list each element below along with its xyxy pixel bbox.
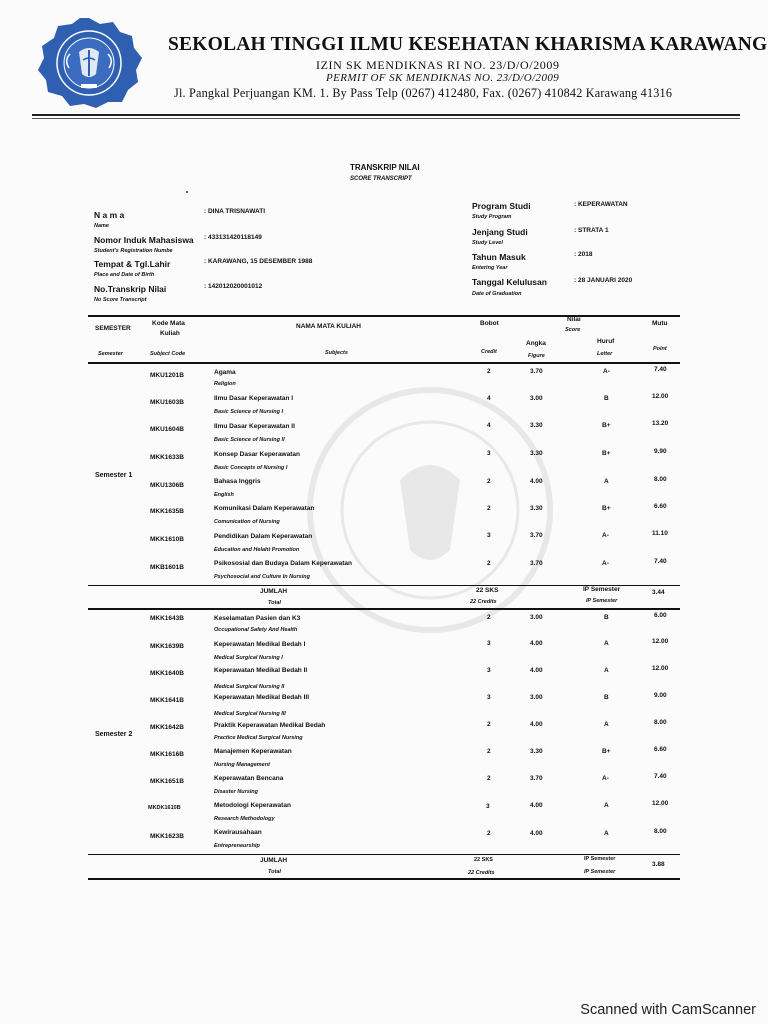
course-name-en: Education and Helaht Promotion [214, 547, 300, 553]
course-point: 8.00 [654, 719, 667, 726]
course-letter: A- [602, 532, 609, 539]
col-credit-header: Bobot [480, 320, 499, 327]
col-point-header: Mutu [652, 320, 668, 327]
course-figure: 3.30 [530, 422, 543, 429]
col-score-header: Nilai [567, 316, 581, 323]
semester-2-ip-label-en: IP Semester [584, 869, 616, 875]
course-point: 7.40 [654, 773, 667, 780]
semester-2-label: Semester 2 [95, 731, 133, 738]
course-credit: 2 [487, 721, 491, 728]
col-code-header-2: Kuliah [160, 330, 180, 337]
course-code: MKK1623B [150, 833, 184, 840]
course-name: Metodologi Keperawatan [214, 802, 291, 809]
course-name-en: Disaster Nursing [214, 789, 259, 795]
course-name-en: Occupational Safety And Health [214, 627, 298, 633]
course-figure: 4.00 [530, 721, 543, 728]
col-credit-header-en: Credit [481, 349, 497, 355]
course-code: MKU1306B [150, 482, 184, 489]
semester-1-total-sks: 22 SKS [476, 587, 499, 594]
course-name: Keperawatan Bencana [214, 775, 284, 782]
course-name-en: Practice Medical Surgical Nursing [214, 735, 303, 741]
scanner-footer: Scanned with CamScanner [580, 1002, 756, 1018]
document-title: TRANSKRIP NILAI [350, 163, 420, 172]
course-code: MKK1610B [150, 536, 184, 543]
course-letter: A- [602, 560, 609, 567]
course-name: Bahasa Inggris [214, 478, 261, 485]
course-name-en: Basic Science of Nursing I [214, 409, 284, 415]
course-name-en: Psychosocial and Culture In Nursing [214, 574, 310, 580]
course-name: Manajemen Keperawatan [214, 748, 292, 755]
course-credit: 2 [487, 830, 491, 837]
course-figure: 4.00 [530, 830, 543, 837]
program-value: : KEPERAWATAN [574, 201, 628, 208]
course-letter: B+ [602, 748, 611, 755]
nim-label: Nomor Induk Mahasiswa [94, 235, 194, 245]
course-code: MKK1651B [150, 778, 184, 785]
nim-sublabel: Student's Registration Numbe [94, 248, 173, 254]
course-code: MKK1635B [150, 508, 184, 515]
course-letter: A- [603, 368, 610, 375]
course-name-en: Medical Surgical Nursing II [214, 684, 285, 690]
semester-2-end-rule [88, 878, 680, 880]
course-point: 11.10 [652, 530, 668, 537]
watermark-seal-icon [300, 380, 560, 640]
birth-value: : KARAWANG, 15 DESEMBER 1988 [204, 258, 313, 265]
course-figure: 3.30 [530, 748, 543, 755]
course-figure: 4.00 [530, 478, 543, 485]
semester-2-ip-label: IP Semester [584, 856, 616, 862]
course-point: 8.00 [654, 476, 667, 483]
institution-address: Jl. Pangkal Perjuangan KM. 1. By Pass Telp (0267) 412480, Fax. (0267) 410842 Karawang 41316 [174, 86, 673, 100]
name-value: : DINA TRISNAWATI [204, 208, 266, 215]
nim-value: : 433131420118149 [204, 234, 262, 241]
course-name: Kewirausahaan [214, 829, 262, 836]
col-letter-header: Huruf [597, 338, 615, 345]
course-credit: 4 [487, 395, 491, 402]
course-name: Ilmu Dasar Keperawatan II [214, 423, 295, 430]
semester-2-total-label: JUMLAH [260, 857, 288, 864]
semester-1-end-rule [88, 608, 680, 610]
course-name: Keperawatan Medikal Bedah II [214, 667, 308, 674]
course-figure: 3.00 [530, 395, 543, 402]
semester-1-ip-label: IP Semester [583, 586, 621, 593]
semester-1-label: Semester 1 [95, 472, 133, 479]
course-name-en: Medical Surgical Nursing I [214, 655, 283, 661]
course-code: MKB1601B [150, 564, 184, 571]
course-code: MKK1633B [150, 454, 184, 461]
course-point: 9.00 [654, 692, 667, 699]
birth-label: Tempat & Tgl.Lahir [94, 259, 171, 269]
course-point: 6.60 [654, 503, 667, 510]
course-code: MKU1604B [150, 426, 184, 433]
course-letter: B [604, 614, 609, 621]
course-figure: 4.00 [530, 802, 543, 809]
col-letter-header-en: Letter [597, 351, 613, 357]
course-letter: B [604, 395, 609, 402]
course-credit: 2 [487, 614, 491, 621]
course-code: MKU1201B [150, 372, 184, 379]
col-score-header-en: Score [565, 327, 581, 333]
document-subtitle: SCORE TRANSCRIPT [350, 176, 412, 182]
semester-1-total-sks-en: 22 Credits [470, 599, 497, 605]
course-name-en: English [214, 492, 234, 498]
course-letter: B+ [602, 505, 611, 512]
entry-year-sublabel: Entering Year [472, 265, 508, 271]
course-name-en: Medical Surgical Nursing III [214, 711, 286, 717]
graduation-label: Tanggal Kelulusan [472, 277, 547, 287]
transcript-no-value: : 142012020001012 [204, 283, 263, 290]
course-code: MKK1639B [150, 643, 184, 650]
semester-2-total-label-en: Total [268, 869, 281, 875]
course-credit: 4 [487, 422, 491, 429]
course-letter: A [604, 667, 609, 674]
name-sublabel: Name [94, 223, 109, 229]
table-top-rule [88, 315, 680, 317]
course-name-en: Religion [214, 381, 236, 387]
course-name: Konsep Dasar Keperawatan [214, 451, 300, 458]
course-name-en: Nursing Management [214, 762, 270, 768]
col-name-header-en: Subjects [325, 350, 348, 356]
course-credit: 2 [487, 775, 491, 782]
col-figure-header-en: Figure [528, 353, 545, 359]
semester-1-ip-label-en: IP Semester [586, 598, 618, 604]
course-name-en: Research Methodology [214, 816, 275, 822]
course-code: MKDK1610B [148, 805, 181, 811]
course-point: 12.00 [652, 393, 669, 400]
course-point: 9.90 [654, 448, 667, 455]
course-point: 7.40 [654, 366, 667, 373]
license-number: IZIN SK MENDIKNAS RI NO. 23/D/O/2009 [316, 58, 560, 72]
col-semester-header-en: Semester [98, 351, 123, 357]
graduation-sublabel: Date of Graduation [472, 291, 522, 297]
course-code: MKK1616B [150, 751, 184, 758]
course-figure: 4.00 [530, 640, 543, 647]
level-value: : STRATA 1 [574, 227, 609, 234]
course-point: 13.20 [652, 420, 669, 427]
course-name-en: Basic Concepts of Nursing I [214, 465, 288, 471]
course-credit: 3 [487, 694, 491, 701]
course-letter: A [604, 721, 609, 728]
semester-1-total-label: JUMLAH [260, 588, 288, 595]
course-figure: 3.30 [530, 450, 543, 457]
course-letter: A [604, 830, 609, 837]
course-name: Komunikasi Dalam Keperawatan [214, 505, 315, 512]
course-credit: 2 [487, 368, 491, 375]
transcript-no-sublabel: No Score Transcript [94, 297, 147, 303]
course-name: Praktik Keperawatan Medikal Bedah [214, 722, 326, 729]
program-sublabel: Study Program [472, 214, 512, 220]
course-name: Ilmu Dasar Keperawatan I [214, 395, 294, 402]
col-semester-header: SEMESTER [95, 325, 131, 332]
course-name: Keselamatan Pasien dan K3 [214, 615, 301, 622]
entry-year-value: : 2018 [574, 251, 593, 258]
course-credit: 3 [487, 532, 491, 539]
course-name: Psikososial dan Budaya Dalam Keperawatan [214, 560, 352, 567]
course-credit: 3 [487, 640, 491, 647]
course-figure: 3.00 [530, 694, 543, 701]
course-name: Keperawatan Medikal Bedah III [214, 694, 310, 701]
course-credit: 2 [487, 505, 491, 512]
institution-logo-icon [34, 16, 144, 108]
course-code: MKK1643B [150, 615, 184, 622]
course-point: 7.40 [654, 558, 667, 565]
permit-number: PERMIT OF SK MENDIKNAS NO. 23/D/O/2009 [326, 72, 560, 84]
course-point: 12.00 [652, 638, 669, 645]
entry-year-label: Tahun Masuk [472, 252, 526, 262]
course-name-en: Basic Science of Nursing II [214, 437, 285, 443]
semester-2-total-sks-en: 22 Credits [468, 870, 495, 876]
semester-2-total-rule [88, 854, 680, 855]
graduation-value: : 28 JANUARI 2020 [574, 277, 633, 284]
col-figure-header: Angka [526, 340, 546, 347]
course-credit: 2 [487, 748, 491, 755]
course-figure: 3.70 [530, 560, 543, 567]
course-point: 12.00 [652, 800, 669, 807]
course-letter: B+ [602, 422, 611, 429]
course-credit: 3 [487, 667, 491, 674]
course-figure: 4.00 [530, 667, 543, 674]
course-code: MKK1642B [150, 724, 184, 731]
course-credit: 3 [486, 803, 490, 810]
semester-2-ip-value: 3.88 [652, 861, 665, 868]
course-code: MKK1641B [150, 697, 184, 704]
course-letter: B [604, 694, 609, 701]
course-figure: 3.70 [530, 775, 543, 782]
course-point: 12.00 [652, 665, 669, 672]
birth-sublabel: Place and Date of Birth [94, 272, 155, 278]
course-point: 8.00 [654, 828, 667, 835]
col-name-header: NAMA MATA KULIAH [296, 323, 361, 330]
course-figure: 3.00 [530, 614, 543, 621]
level-label: Jenjang Studi [472, 227, 528, 237]
course-credit: 3 [487, 450, 491, 457]
course-code: MKU1603B [150, 399, 184, 406]
course-letter: B+ [602, 450, 611, 457]
course-name: Pendidikan Dalam Keperawatan [214, 533, 313, 540]
semester-1-total-label-en: Total [268, 600, 281, 606]
header-divider [32, 114, 740, 116]
institution-name: SEKOLAH TINGGI ILMU KESEHATAN KHARISMA KARAWANG [168, 34, 768, 55]
course-figure: 3.30 [530, 505, 543, 512]
course-letter: A [604, 802, 609, 809]
course-letter: A [604, 478, 609, 485]
transcript-no-label: No.Transkrip Nilai [94, 284, 167, 294]
course-name: Agama [214, 369, 236, 376]
header-divider-thin [32, 118, 740, 119]
col-point-header-en: Point [653, 346, 667, 352]
program-label: Program Studi [472, 201, 531, 211]
course-credit: 2 [487, 478, 491, 485]
name-label: N a m a [94, 210, 125, 220]
col-code-header-en: Subject Code [150, 351, 186, 357]
course-point: 6.00 [654, 612, 667, 619]
course-name-en: Comunication of Nursing [214, 519, 280, 525]
course-letter: A [604, 640, 609, 647]
semester-1-ip-value: 3.44 [652, 589, 665, 596]
col-code-header: Kode Mata [152, 320, 185, 327]
level-sublabel: Study Level [472, 240, 503, 246]
course-point: 6.60 [654, 746, 667, 753]
course-figure: 3.70 [530, 368, 543, 375]
table-header-rule [88, 362, 680, 364]
course-credit: 2 [487, 560, 491, 567]
course-name-en: Entrepreneurship [214, 843, 260, 849]
semester-2-total-sks: 22 SKS [474, 857, 493, 863]
course-name: Keperawatan Medikal Bedah I [214, 641, 306, 648]
course-figure: 3.70 [530, 532, 543, 539]
course-letter: A- [602, 775, 609, 782]
course-code: MKK1640B [150, 670, 184, 677]
speck [186, 191, 188, 193]
